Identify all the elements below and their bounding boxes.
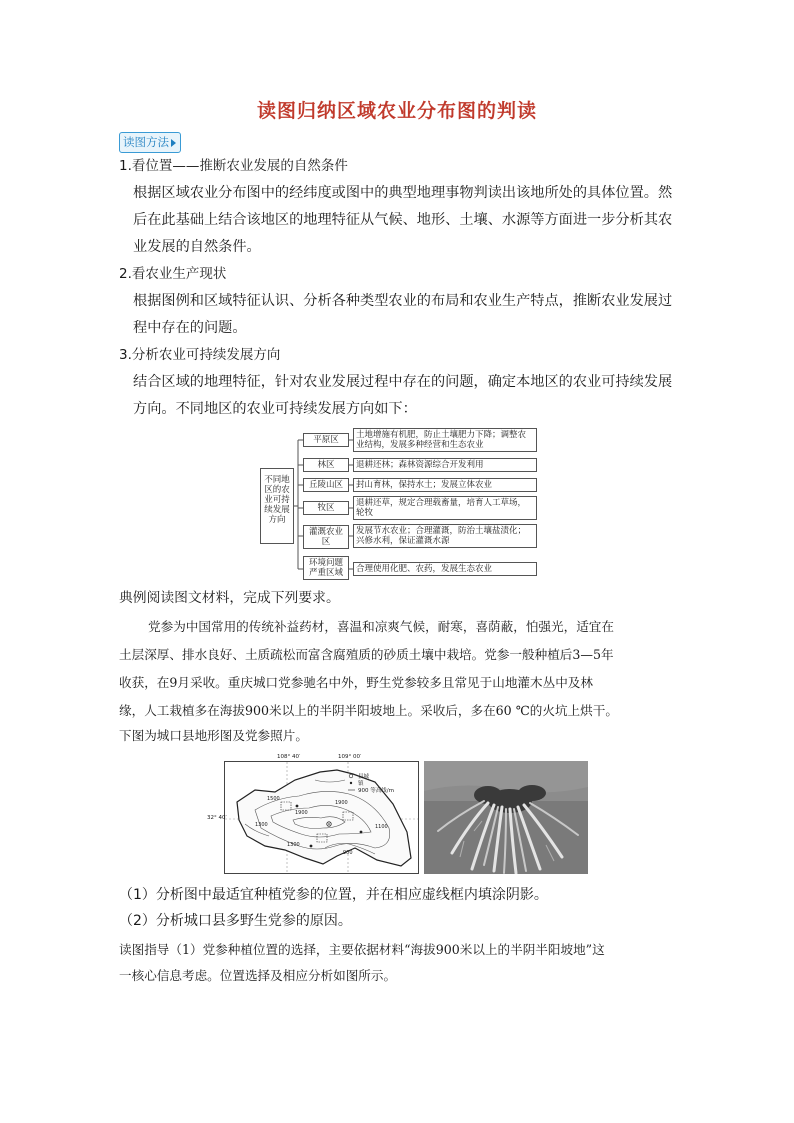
question-2: （2）分析城口县多野生党参的原因。 bbox=[119, 913, 352, 929]
passage-line: 缘，人工栽植多在海拔900米以上的半阴半阳坡地上。采收后，多在60 ℃的火坑上烘干。 bbox=[119, 703, 618, 718]
diagram-label-irrigation: 灌溉农业区 bbox=[303, 525, 349, 549]
map-elevation-label: 1300 bbox=[287, 842, 300, 848]
section-1-line: 根据区域农业分布图中的经纬度或图中的典型地理事物判读出该地所处的具体位置。然 bbox=[133, 185, 673, 201]
method-badge bbox=[119, 132, 181, 153]
badge-arrow-icon bbox=[171, 139, 176, 147]
map-drawing bbox=[225, 762, 418, 873]
map-elevation-label: 900 bbox=[343, 850, 353, 856]
diagram-desc-plain: 土地增施有机肥，防止土壤肥力下降；调整农业结构，发展多种经营和生态农业 bbox=[353, 428, 537, 452]
page-title: 读图归纳区域农业分布图的判读 bbox=[256, 100, 537, 122]
section-1-heading: 1.看位置——推断农业发展的自然条件 bbox=[119, 158, 348, 174]
passage-line: 党参为中国常用的传统补益药材，喜温和凉爽气候，耐寒，喜荫蔽，怕强光，适宜在 bbox=[148, 619, 614, 634]
section-1-line: 后在此基础上结合该地区的地理特征从气候、地形、土壤、水源等方面进一步分析其农 bbox=[133, 212, 673, 228]
section-2-heading: 2.看农业生产现状 bbox=[119, 266, 227, 282]
passage-line: 下图为城口县地形图及党参照片。 bbox=[119, 728, 308, 743]
map-lon-label-2: 109° 00′ bbox=[338, 754, 362, 760]
dangshen-photo bbox=[424, 761, 588, 874]
diagram-desc-hill: 封山育林，保持水土；发展立体农业 bbox=[353, 478, 537, 492]
sustainable-direction-diagram bbox=[260, 428, 540, 580]
diagram-desc-irrigation: 发展节水农业；合理灌溉，防治土壤盐渍化；兴修水利，保证灌溉水源 bbox=[353, 524, 537, 548]
passage-line: 收获，在9月采收。重庆城口党参驰名中外，野生党参较多且常见于山地灌木丛中及林 bbox=[119, 675, 593, 690]
diagram-label-forest: 林区 bbox=[303, 458, 349, 472]
passage-line: 土层深厚、排水良好、土质疏松而富含腐殖质的砂质土壤中栽培。党参一般种植后3—5年 bbox=[119, 647, 614, 662]
diagram-label-plain: 平原区 bbox=[303, 433, 349, 447]
diagram-desc-env: 合理使用化肥、农药，发展生态农业 bbox=[353, 562, 537, 576]
diagram-desc-forest: 退耕还林；森林资源综合开发利用 bbox=[353, 458, 537, 472]
diagram-desc-pasture: 退耕还草，规定合理载畜量，培育人工草场，轮牧 bbox=[353, 496, 537, 520]
diagram-label-env: 环境问题严重区域 bbox=[303, 556, 349, 580]
map-legend-contour: 900 等高线/m bbox=[358, 788, 394, 794]
guide-line: 一核心信息考虑。位置选择及相应分析如图所示。 bbox=[119, 968, 397, 983]
guide-line: 读图指导（1）党参种植位置的选择，主要依据材料“海拔900米以上的半阴半阳坡地”这 bbox=[119, 942, 605, 957]
section-3-line: 方向。不同地区的农业可持续发展方向如下： bbox=[133, 401, 417, 417]
diagram-root: 不同地区的农业可持续发展方向 bbox=[260, 468, 294, 544]
map-lon-label-1: 108° 40′ bbox=[277, 754, 301, 760]
dangshen-roots-image bbox=[424, 761, 588, 874]
map-lat-label: 32° 40′ bbox=[207, 815, 227, 821]
diagram-label-pasture: 牧区 bbox=[303, 501, 349, 515]
section-1-line: 业发展的自然条件。 bbox=[133, 239, 261, 255]
chengkou-topographic-map bbox=[207, 754, 419, 874]
map-elevation-label: 1900 bbox=[295, 810, 308, 816]
diagram-label-hill: 丘陵山区 bbox=[303, 478, 349, 492]
section-2-line: 根据图例和区域特征认识、分析各种类型农业的布局和农业生产特点，推断农业发展过 bbox=[133, 293, 673, 309]
question-1: （1）分析图中最适宜种植党参的位置，并在相应虚线框内填涂阴影。 bbox=[119, 887, 548, 903]
map-legend-county: 县城 bbox=[358, 774, 370, 780]
map-legend-town: 镇 bbox=[358, 781, 364, 787]
map-elevation-label: 1900 bbox=[335, 800, 348, 806]
section-2-line: 程中存在的问题。 bbox=[133, 320, 247, 336]
example-intro: 典例阅读图文材料，完成下列要求。 bbox=[119, 590, 340, 606]
map-elevation-label: 1500 bbox=[267, 796, 280, 802]
section-3-line: 结合区域的地理特征，针对农业发展过程中存在的问题，确定本地区的农业可持续发展 bbox=[133, 374, 673, 390]
method-badge-label: 读图方法 bbox=[123, 135, 169, 149]
map-elevation-label: 1100 bbox=[375, 824, 388, 830]
section-3-heading: 3.分析农业可持续发展方向 bbox=[119, 347, 281, 363]
map-elevation-label: 1300 bbox=[255, 822, 268, 828]
